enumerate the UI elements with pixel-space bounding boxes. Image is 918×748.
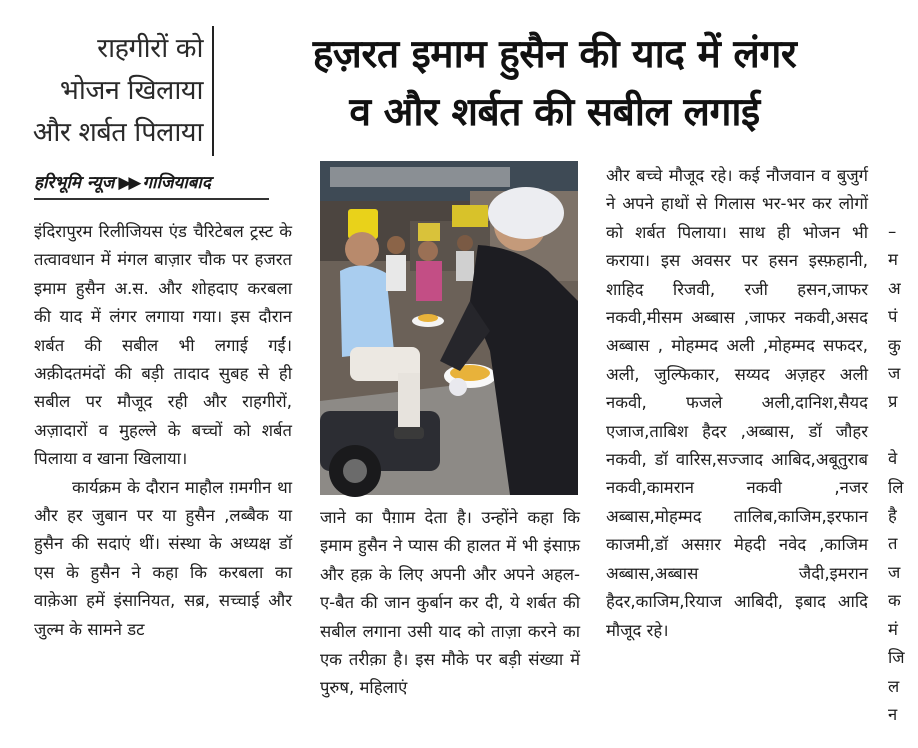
article-column-3 xyxy=(606,162,868,645)
edge-line: म xyxy=(888,250,898,270)
vertical-divider xyxy=(212,26,214,156)
dateline xyxy=(34,170,269,200)
edge-line: अ xyxy=(888,278,901,298)
article-paragraph: कार्यक्रम के दौरान माहौल ग़मगीन था और हर जुबान पर या हुसैन ,लब्बैक या हुसैन की सदाएं थीं। संस्था के अध्यक्ष डॉ एस के हुसैन ने कहा कि करबला का वाक़ेआ हमें इंसानियत, सब्र, सच्चाई और जुल्म के सामने डट xyxy=(34,477,292,639)
edge-line: है xyxy=(888,506,897,526)
news-photo xyxy=(320,161,578,495)
edge-line: प्र xyxy=(888,392,898,412)
edge-line: क xyxy=(888,591,901,611)
kicker-line: भोजन खिलाया xyxy=(59,75,203,106)
adjacent-article-edge xyxy=(888,218,918,729)
article-paragraph: और बच्चे मौजूद रहे। कई नौजवान व बुजुर्ग ने अपने हाथों से गिलास भर-भर कर लोगों को शर्बत पिलाया। साथ ही भोजन भी कराया। इस अवसर पर हसन इस्फ़हानी, शाहिद रिजवी, रजी हसन,जाफर नकवी,मीसम अब्बास ,जाफर नकवी,असद अब्बास , मोहम्मद अली ,मोहम्मद सफदर, अली, जुल्फिकार, सय्यद अज़हर अली नकवी, फजले अली,दानिश,सैयद एजाज,ताबिश हैदर ,अब्बास, डॉ जौहर नकवी, डॉ वारिस,सज्जाद आबिद,अबूतुराब नकवी,कामरान नकवी ,नजर अब्बास,मोहम्मद तालिब,काजिम,इरफान काजमी,डॉ असग़र मेहदी नवेद ,काजिम अब्बास,अब्बास जैदी,इमरान हैदर,काजिम,रियाज आबिदी, इबाद आदि मौजूद रहे। xyxy=(606,166,868,640)
article-paragraph: जाने का पैग़ाम देता है। उन्होंने कहा कि इमाम हुसैन ने प्यास की हालत में भी इंसाफ़ और हक़ के लिए अपनी और अपने अहल-ए-बैत की जान कुर्बान कर दी, ये शर्बत की सबील लगाना उसी याद को ताज़ा करने का एक तरीक़ा है। इस मौके पर बड़ी संख्या में पुरुष, महिलाएं xyxy=(320,508,580,698)
edge-line: मं xyxy=(888,619,898,639)
edge-line: कु xyxy=(888,335,901,355)
kicker-line: और शर्बत पिलाया xyxy=(32,117,203,148)
dateline-city: गाजियाबाद xyxy=(142,173,211,193)
edge-line: लि xyxy=(888,477,904,497)
edge-line: पं xyxy=(888,307,898,327)
news-source: हरिभूमि न्यूज xyxy=(34,173,115,193)
edge-line: न xyxy=(888,704,898,724)
edge-line: ज xyxy=(888,562,901,582)
edge-line: जि xyxy=(888,648,905,668)
headline-line: व और शर्बत की सबील लगाई xyxy=(349,90,760,135)
edge-line: ल xyxy=(888,676,900,696)
edge-line: ज xyxy=(888,364,901,384)
edge-line: वे xyxy=(888,449,898,469)
kicker-subhead xyxy=(10,28,203,154)
edge-line: – xyxy=(888,222,897,241)
dateline-arrows-icon: ▶▶ xyxy=(118,173,139,193)
edge-line: त xyxy=(888,534,898,554)
headline xyxy=(222,26,887,142)
edge-line xyxy=(888,417,918,445)
kicker-line: राहगीरों को xyxy=(97,33,203,64)
article-paragraph: इंदिरापुरम रिलीजियस एंड चैरिटेबल ट्रस्ट के तत्वावधान में मंगल बाज़ार चौक पर हजरत इमाम हुसैन अ.स. और शोहदाए करबला की याद में लंगर लगाया गया। इस दौरान शर्बत की सबील भी लगाई गईं। अक़ीदतमंदों की बड़ी तादाद सुबह से ही सबील पर मौजूद रही और राहगीरों, अज़ादारों व मुहल्ले के बच्चों को शर्बत पिलाया व खाना खिलाया। xyxy=(34,222,292,469)
article-column-1 xyxy=(34,218,292,644)
headline-line: हज़रत इमाम हुसैन की याद में लंगर xyxy=(312,32,797,77)
article-column-2 xyxy=(320,504,580,703)
